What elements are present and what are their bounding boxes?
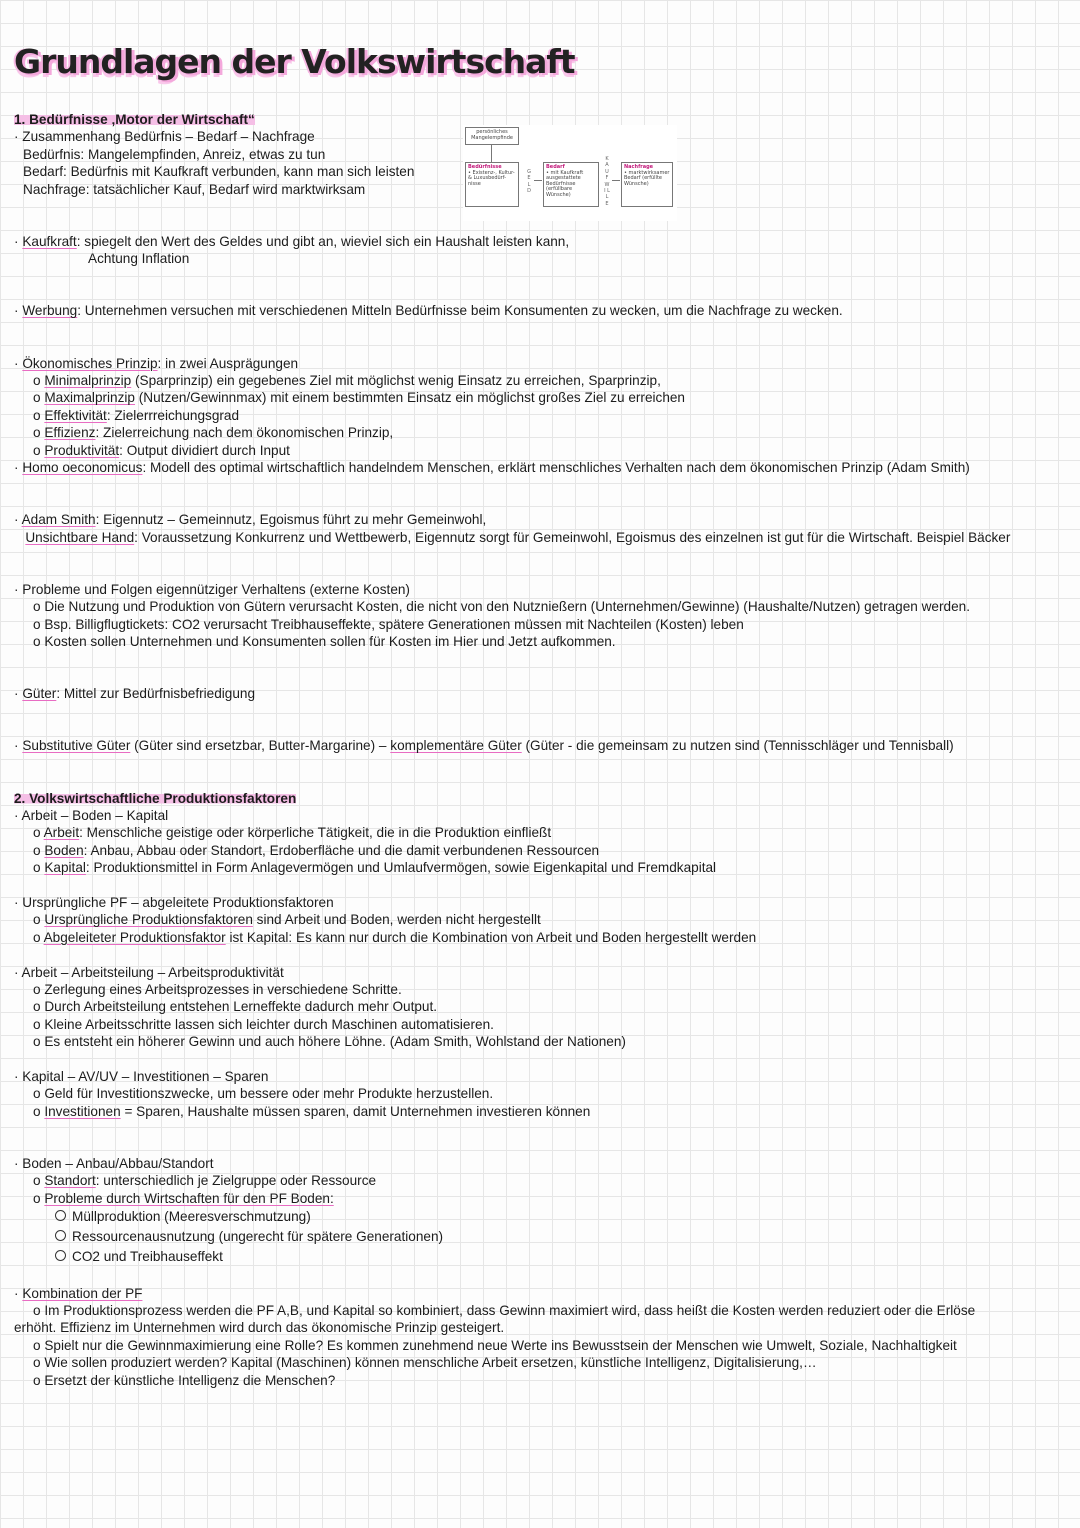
zusammenhang-line: · Zusammenhang Bedürfnis – Bedarf – Nachfrage (14, 129, 315, 145)
abgeleiteter-pf: o Abgeleiteter Produktionsfaktor ist Kapital: Es kann nur durch die Kombination von Arbeit und Boden hergestellt werden (33, 929, 757, 945)
diagram-top-box: persönliches Mangelempfinde (465, 127, 519, 145)
beduerfnis-def: Bedürfnis: Mangelempfinden, Anreiz, etwas zu tun (23, 146, 326, 162)
kapital-heading: · Kapital – AV/UV – Investitionen – Sparen (14, 1069, 269, 1085)
effektivitaet: o Effektivität: Zielerrreichungsgrad (33, 407, 240, 423)
maximalprinzip: o Maximalprinzip (Nutzen/Gewinnmax) mit einem bestimmten Einsatz ein möglichst großes Ziel zu erreichen (33, 390, 685, 406)
minimalprinzip: o Minimalprinzip (Sparprinzip) ein gegebenes Ziel mit möglichst wenig Einsatz zu erreichen, Sparprinzip, (33, 373, 661, 388)
section2-heading: 2. Volkswirtschaftliche Produktionsfaktoren (14, 790, 297, 806)
oekonomisches-prinzip: · Ökonomisches Prinzip: in zwei Ausprägungen (14, 355, 299, 371)
probleme-heading: · Probleme und Folgen eigennütziger Verhaltens (externe Kosten) (14, 581, 410, 597)
inflation-note: Achtung Inflation (88, 251, 190, 267)
kombination-item-1: o Im Produktionsprozess werden die PF A,B, und Kapital so kombiniert, dass Gewinn maximiert wird, dass heißt die Kosten werden reduziert oder die Erlöse erhöht. Effizienz im Unternehmen wird durch das ökonomische Prinzip gesteigert. (14, 1303, 976, 1336)
page-title: Grundlagen der Volkswirtschaft (14, 42, 575, 81)
boden-heading: · Boden – Anbau/Abbau/Standort (14, 1156, 214, 1172)
notes-body (14, 111, 1014, 1389)
arbeit-def: o Arbeit: Menschliche geistige oder körperliche Tätigkeit, die in die Produktion einfließt (33, 825, 552, 841)
gueter-def: · Güter: Mittel zur Bedürfnisbefriedigung (14, 686, 256, 702)
diagram-box1-text: • Existenz-, Kultur- & Luxusbedürf- nisse (468, 169, 515, 187)
substitutive-gueter: · Substitutive Güter (Güter sind ersetzbar, Butter-Margarine) – komplementäre Güter (Güter - die gemeinsam zu nutzen sind (Tennisschläger und Tennisball) (14, 738, 954, 754)
kombination-heading: · Kombination der PF (14, 1285, 143, 1301)
adam-smith: · Adam Smith: Eigennutz – Gemeinnutz, Egoismus führt zu mehr Gemeinwohl, (14, 512, 487, 528)
kapital-item-1: o Geld für Investitionszwecke, um bessere oder mehr Produkte herzustellen. (33, 1086, 494, 1102)
arbeitsteilung-item-2: o Durch Arbeitsteilung entstehen Lerneffekte dadurch mehr Output. (33, 999, 438, 1015)
diagram-box3-text: • marktwirksamer Bedarf (erfüllte Wünsche) (624, 169, 670, 187)
effizienz: o Effizienz: Zielerreichung nach dem ökonomischen Prinzip, (33, 425, 394, 441)
probleme-item-1: o Die Nutzung und Produktion von Gütern verursacht Kosten, die nicht von den Nutznießern (Unternehmen/Gewinne) (Haushalte/Nutzen) getragen werden. (33, 599, 970, 615)
boden-sub-3: CO2 und Treibhauseffekt (14, 1247, 1014, 1267)
probleme-item-2: o Bsp. Billigflugtickets: CO2 verursacht Treibhauseffekte, spätere Generationen müssen mit Nachteilen (Kosten) leben (33, 616, 744, 632)
arbeitsteilung-item-3: o Kleine Arbeitsschritte lassen sich leichter durch Maschinen automatisieren. (33, 1016, 494, 1032)
nachfrage-def: Nachfrage: tatsächlicher Kauf, Bedarf wird marktwirksam (23, 181, 366, 197)
probleme-boden: o Probleme durch Wirtschaften für den PF Boden: (33, 1190, 334, 1206)
kaufkraft-def: · Kaufkraft: spiegelt den Wert des Geldes und gibt an, wieviel sich ein Haushalt leisten kann, (14, 233, 570, 249)
diagram-box2-text: • mit Kaufkraft ausgestattete Bedürfnisse (erfüllbare Wünsche) (546, 169, 584, 198)
boden-sub-2: Ressourcenausnutzung (ungerecht für spätere Generationen) (14, 1227, 1014, 1247)
diagram-letters-geld: G E L D (527, 169, 531, 195)
homo-oeconomicus: · Homo oeconomicus: Modell des optimal wirtschaftlich handelndem Menschen, erklärt menschliches Verhalten nach dem ökonomischen Prinzip (Adam Smith) (14, 460, 970, 476)
urspruengliche-heading: · Ursprüngliche PF – abgeleitete Produktionsfaktoren (14, 895, 334, 911)
arbeitsteilung-heading: · Arbeit – Arbeitsteilung – Arbeitsproduktivität (14, 964, 284, 980)
diagram-box1-title: Bedürfnisse (468, 164, 502, 170)
circle-bullet-icon (55, 1210, 66, 1221)
boden-sub-1: Müllproduktion (Meeresverschmutzung) (14, 1207, 1014, 1227)
circle-bullet-icon (55, 1250, 66, 1261)
arbeitsteilung-item-1: o Zerlegung eines Arbeitsprozesses in verschiedene Schritte. (33, 982, 402, 998)
boden-def: o Boden: Anbau, Abbau oder Standort, Erdoberfläche und die damit verbundenen Ressourcen (33, 842, 600, 858)
produktivitaet: o Produktivität: Output dividiert durch Input (33, 442, 290, 458)
urspruengliche-pf: o Ursprüngliche Produktionsfaktoren sind Arbeit und Boden, werden nicht hergestellt (33, 912, 541, 928)
investitionen: o Investitionen = Sparen, Haushalte müssen sparen, damit Unternehmen investieren können (33, 1103, 591, 1119)
diagram-box3-title: Nachfrage (624, 164, 654, 170)
kapital-def: o Kapital: Produktionsmittel in Form Anlagevermögen und Umlaufvermögen, sowie Eigenkapital und Fremdkapital (33, 860, 717, 876)
kombination-item-4: o Ersetzt der künstliche Intelligenz die Menschen? (33, 1372, 336, 1388)
probleme-item-3: o Kosten sollen Unternehmen und Konsumenten sollen für Kosten im Hier und Jetzt aufkommen. (33, 634, 616, 650)
kombination-item-3: o Wie sollen produziert werden? Kapital (Maschinen) können menschliche Arbeit ersetzen, künstliche Intelligenz, Digitalisierung,… (33, 1355, 817, 1371)
circle-bullet-icon (55, 1230, 66, 1241)
bedarf-def: Bedarf: Bedürfnis mit Kaufkraft verbunden, kann man sich leisten (23, 164, 415, 180)
arbeit-boden-kapital: · Arbeit – Boden – Kapital (14, 808, 169, 823)
section1-heading: 1. Bedürfnisse ‚Motor der Wirtschaft“ (14, 112, 255, 127)
unsichtbare-hand: Unsichtbare Hand: Voraussetzung Konkurrenz und Wettbewerb, Eigennutz sorgt für Gemeinwohl, Egoismus des einzelnen ist gut für die Wirtschaft. Beispiel Bäcker (25, 529, 1011, 545)
kombination-item-2: o Spielt nur die Gewinnmaximierung eine Rolle? Es kommen zunehmend neue Werte ins Bewusstsein der Menschen wie Umwelt, Soziale, Nachhaltigkeit (33, 1337, 957, 1353)
standort: o Standort: unterschiedlich je Zielgruppe oder Ressource (33, 1173, 377, 1189)
diagram-box2-title: Bedarf (546, 164, 565, 170)
arbeitsteilung-item-4: o Es entsteht ein höherer Gewinn und auch höhere Löhne. (Adam Smith, Wohlstand der Nationen) (33, 1034, 626, 1050)
werbung-def: · Werbung: Unternehmen versuchen mit verschiedenen Mitteln Bedürfnisse beim Konsumenten zu wecken, um die Nachfrage zu wecken. (14, 303, 843, 319)
diagram-letters-kaufwille: K A U F W I L L E (604, 156, 610, 207)
